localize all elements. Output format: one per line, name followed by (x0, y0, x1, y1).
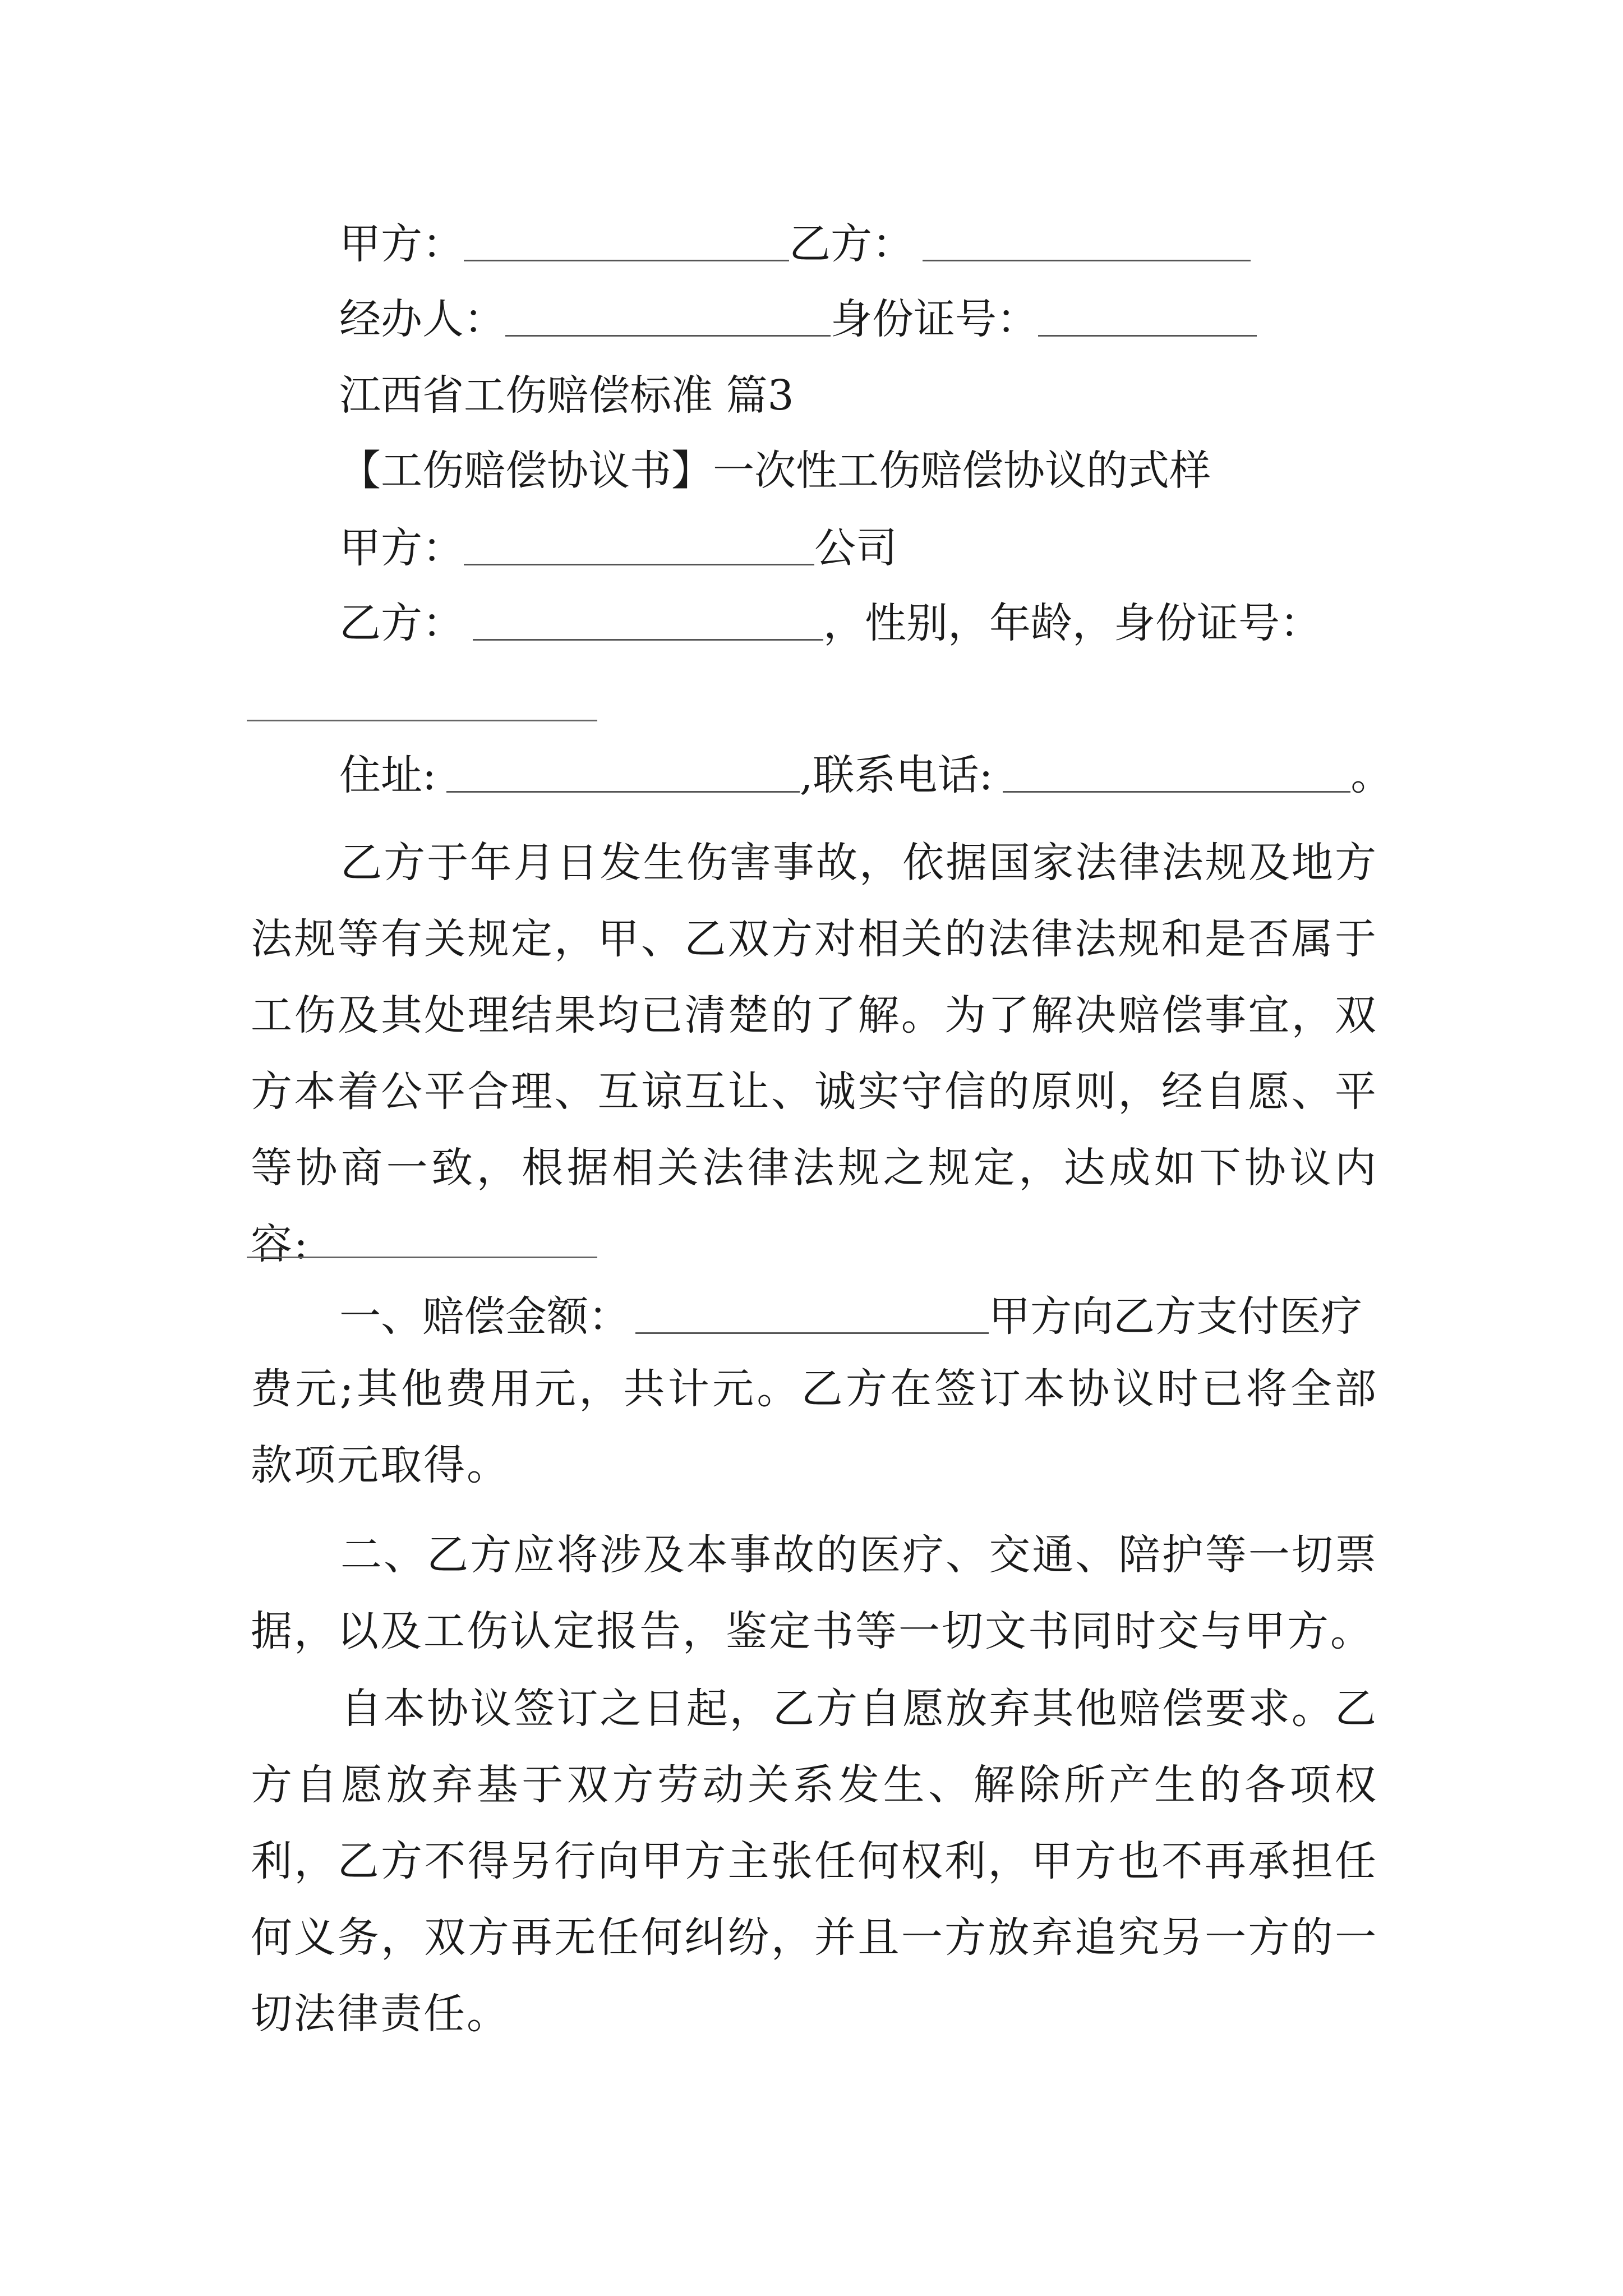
party-a-company-blank[interactable] (464, 530, 814, 565)
compensation-amount-blank[interactable] (635, 1299, 989, 1334)
clause-3-paragraph: 自本协议签订之日起，乙方自愿放弃其他赔偿要求。乙方自愿放弃基于双方劳动关系发生、解除所产生的各项权利，乙方不得另行向甲方主张任何权利，甲方也不再承担任何义务，双方再无任何纠纷，并且一方放弃追究另一方的一切法律责任。 (251, 1685, 1378, 2038)
id-number-blank[interactable] (1038, 301, 1257, 337)
clause-1-label: 一、赔偿金额： (339, 1292, 630, 1341)
handler-blank[interactable] (505, 301, 831, 337)
address-line (339, 751, 1393, 799)
party-b-blank[interactable] (923, 226, 1251, 261)
agreement-title: 【工伤赔偿协议书】一次性工伤赔偿协议的式样 (339, 447, 1211, 495)
party-a-blank[interactable] (464, 226, 789, 261)
id-number-underline[interactable] (247, 720, 597, 721)
party-b-line-label: 乙方： (339, 599, 464, 647)
party-a-line (339, 524, 897, 572)
phone-label: ,联系电话: (799, 751, 993, 799)
content-underline[interactable] (247, 1257, 597, 1258)
phone-blank[interactable] (1003, 757, 1350, 793)
party-b-name-blank[interactable] (473, 605, 823, 641)
party-a-company-suffix: 公司 (814, 524, 897, 572)
address-blank[interactable] (446, 757, 800, 793)
party-a-label: 甲方： (339, 220, 464, 268)
address-line-end: 。 (1350, 751, 1393, 799)
party-b-line-suffix: ，性别，年龄，身份证号： (823, 599, 1321, 647)
party-b-label: 乙方： (789, 220, 914, 268)
clause-2-paragraph: 二、乙方应将涉及本事故的医疗、交通、陪护等一切票据，以及工伤认定报告，鉴定书等一切文书同时交与甲方。 (251, 1531, 1378, 1655)
party-b-line (339, 599, 1321, 647)
id-number-label: 身份证号： (831, 295, 1038, 343)
intro-paragraph: 乙方于年月日发生伤害事故，依据国家法律法规及地方法规等有关规定，甲、乙双方对相关的法律法规和是否属于工伤及其处理结果均已清楚的了解。为了解决赔偿事宜，双方本着公平合理、互谅互让、诚实守信的原则，经自愿、平等协商一致，根据相关法律法规之规定，达成如下协议内容: (251, 839, 1378, 1268)
party-line-top (339, 220, 1251, 268)
handler-line (339, 295, 1257, 343)
clause-1-line (339, 1292, 1362, 1341)
clause-1-rest: 甲方向乙方支付医疗 (989, 1292, 1362, 1341)
address-label: 住址: (339, 751, 436, 799)
section-title: 江西省工伤赔偿标准 篇3 (339, 371, 794, 420)
party-a-line-label: 甲方： (339, 524, 464, 572)
handler-label: 经办人： (339, 295, 505, 343)
clause-1-continuation: 费元;其他费用元，共计元。乙方在签订本协议时已将全部款项元取得。 (251, 1365, 1378, 1489)
